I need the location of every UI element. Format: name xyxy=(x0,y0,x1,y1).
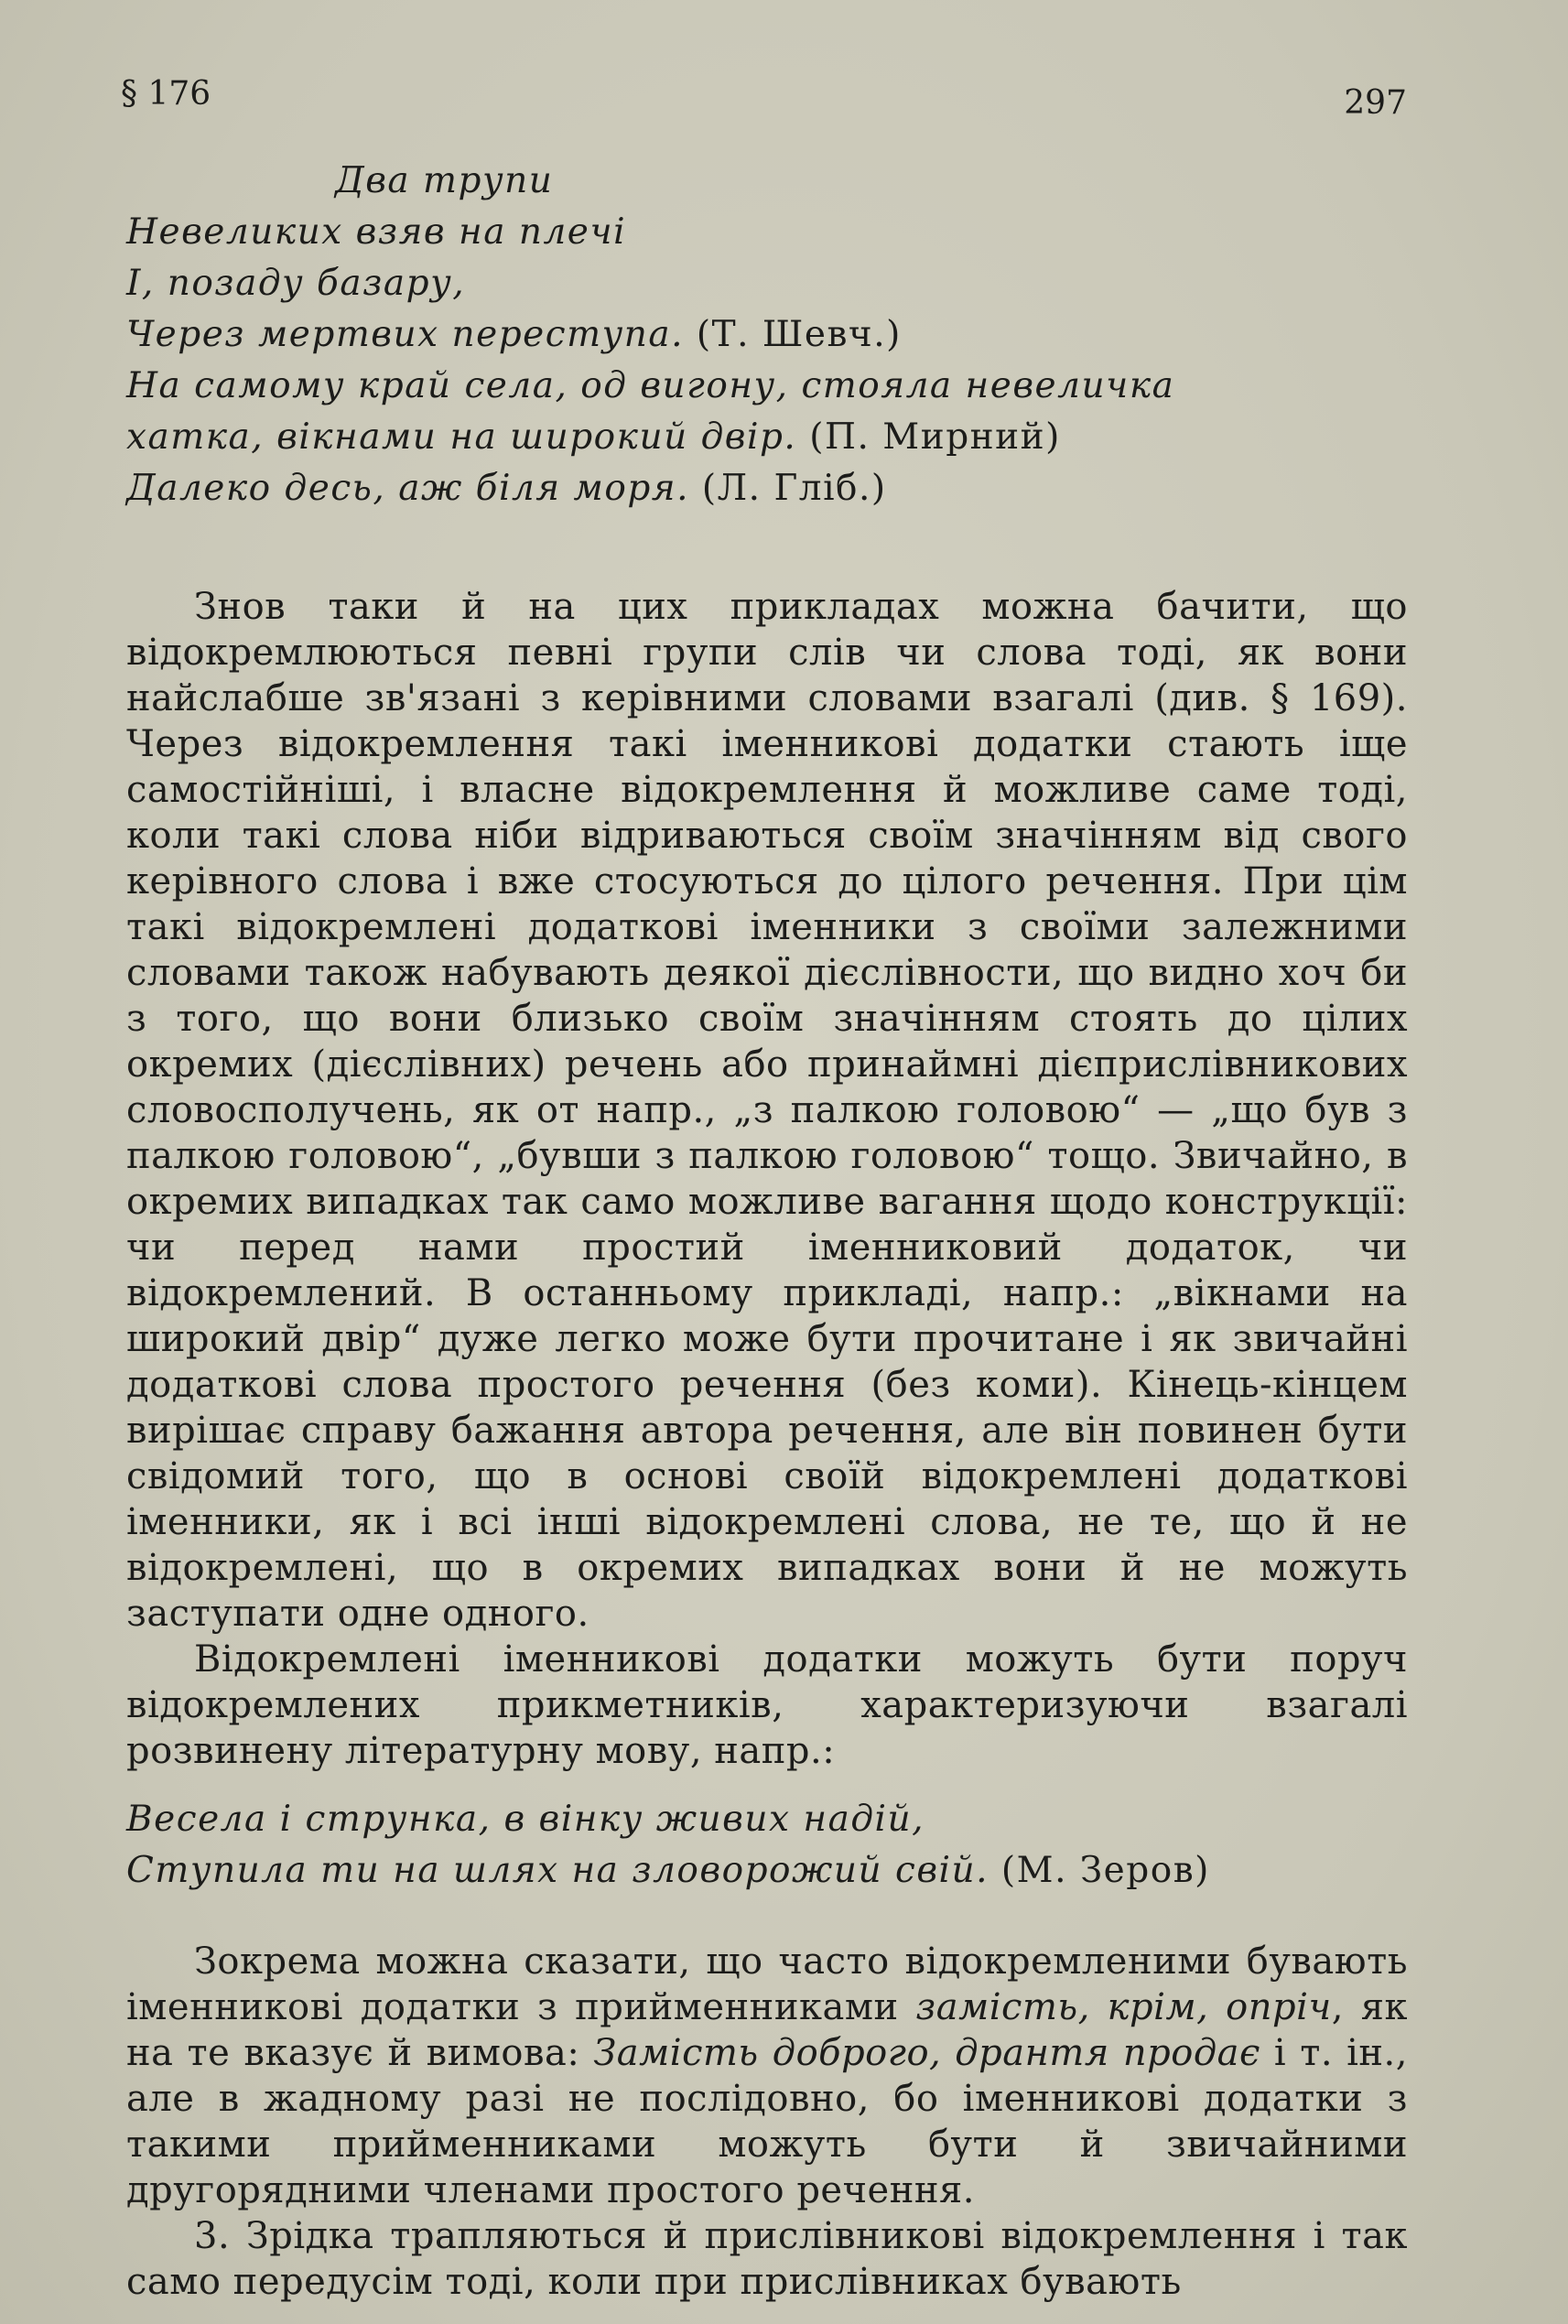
body-paragraph: Знов таки й на цих прикладах можна бачити, що відокремлюються певні групи слів чи слова тоді, як вони найслабше зв'язані з керівними словами взагалі (див. § 169). Через відокремлення такі іменникові додатки стають іще самостійніші, і власне відокремлення й можливе саме тоді, коли такі слова ніби відриваються своїм значінням від свого керівного слова і вже стосуються до цілого речення. При цім такі відокремлені додаткові іменники з своїми залежними словами також набувають деякої дієслівности, що видно хоч би з того, що вони близько своїм значінням стоять до цілих окремих (дієслівних) речень або принаймні дієприслівникових словосполучень, як от напр., „з палкою головою“ — „що був з палкою головою“, „бувши з палкою головою“ тощо. Звичайно, в окремих випадках так само можливе вагання щодо конструкції: чи перед нами простий іменниковий додаток, чи відокремлений. В останньому прикладі, напр.: „вікнами на широкий двір“ дуже легко може бути прочитане і як звичайні додаткові слова простого речення (без коми). Кінець-кінцем вирішає справу бажання автора речення, але він повинен бути свідомий того, що в основі своїй відокремлені додаткові іменники, як і всі інші відокремлені слова, не те, що й не відокремлені, що в окремих випадках вони й не можуть заступати одне одного. xyxy=(126,586,1408,1635)
example-block-2 xyxy=(126,1794,1408,1897)
section-number: § 176 xyxy=(121,75,211,113)
body-paragraph xyxy=(126,1939,1408,2213)
page-body xyxy=(126,156,1408,2305)
example-text: хатка, вікнами на широкий двір. xyxy=(126,416,797,458)
paragraph-text: , як на те вказує й вимова: xyxy=(126,1986,1409,2074)
italic-text: замість, крім, опріч xyxy=(915,1986,1332,2028)
italic-example: Замість доброго, дрантя продає xyxy=(593,2032,1260,2074)
example-text: Ступила ти на шлях на зловорожий свій. xyxy=(126,1850,989,1891)
page-number: 297 xyxy=(1344,84,1407,122)
example-block-1 xyxy=(126,156,1408,514)
example-line: Два трупи xyxy=(335,160,554,201)
paragraph-text: і т. ін., але в жадному разі не послідовно, бо іменникові додатки з такими прийменниками можуть бути й звичайними другорядними членами простого речення. xyxy=(126,2032,1408,2211)
example-line xyxy=(126,309,1408,361)
paragraph-text: Зокрема можна сказати, що часто відокремленими бувають іменникові додатки з прийменниками xyxy=(126,1940,1408,2028)
example-line: І, позаду базару, xyxy=(126,263,466,304)
example-line xyxy=(126,463,1408,514)
page-header xyxy=(121,64,1407,128)
example-line: Невеликих взяв на плечі xyxy=(126,211,627,253)
example-source: (Л. Гліб.) xyxy=(689,468,887,509)
example-line: Весела і струнка, в вінку живих надій, xyxy=(126,1799,925,1840)
example-source: (М. Зеров) xyxy=(989,1850,1210,1891)
body-paragraph: Відокремлені іменникові додатки можуть бути поруч відокремлених прикметників, характеризуючи взагалі розвинену літературну мову, напр.: xyxy=(126,1638,1408,1772)
example-source: (Т. Шевч.) xyxy=(683,314,902,355)
example-text: Через мертвих переступа. xyxy=(126,314,684,355)
example-source: (П. Мирний) xyxy=(796,416,1061,458)
example-line xyxy=(126,1845,1408,1897)
body-paragraph: 3. Зрідка трапляються й прислівникові відокремлення і так само передусім тоді, коли при прислівниках бувають xyxy=(126,2215,1408,2303)
example-text: Далеко десь, аж біля моря. xyxy=(126,468,690,509)
example-line xyxy=(126,412,1408,463)
example-line: На самому край села, од вигону, стояла невеличка xyxy=(126,365,1175,406)
